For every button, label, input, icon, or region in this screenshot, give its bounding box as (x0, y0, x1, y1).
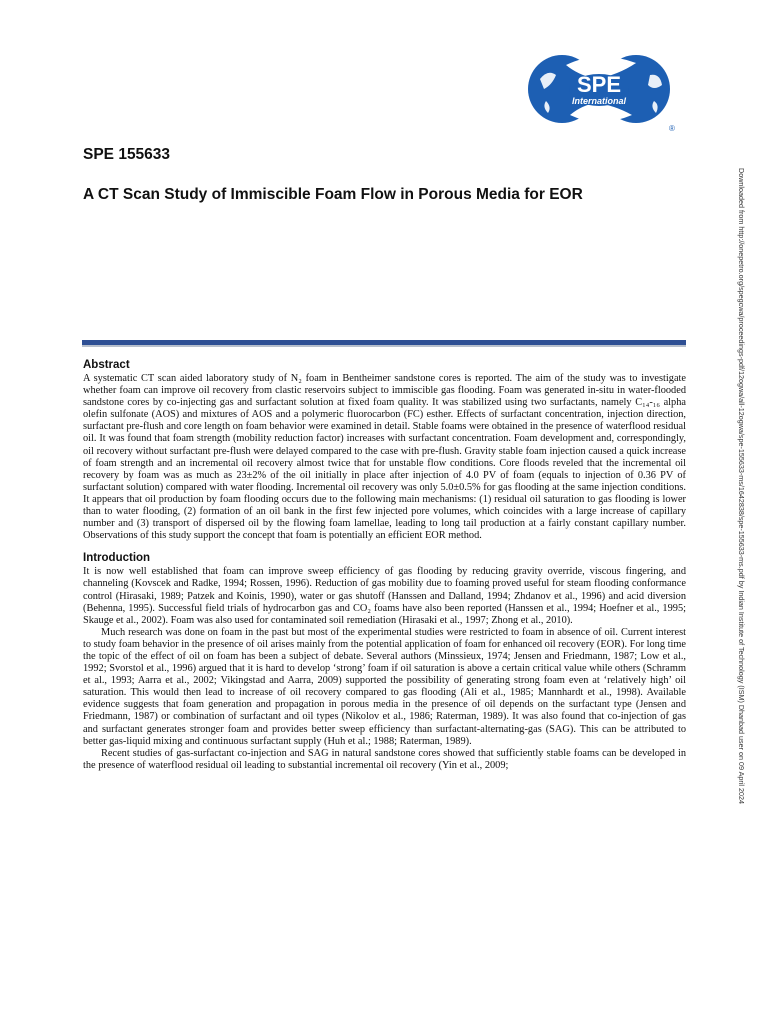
logo-registered-mark: ® (669, 124, 675, 133)
paper-title: A CT Scan Study of Immiscible Foam Flow in Porous Media for EOR (83, 186, 583, 203)
abstract-text: A systematic CT scan aided laboratory study of N₂ foam in Bentheimer sandstone cores is reported. The aim of the study was to investigate whether foam can improve oil recovery from clastic reservoirs subject to immiscible gas flooding. Foam was generated in-situ in water-flooded sandstone cores by co-injecting gas and surfactant solution at fixed foam quality. It was stabilized using two surfactants, namely C₁₄-₁₆ alpha olefin sulfonate (AOS) and mixtures of AOS and a polymeric fluorocarbon (FC) esther. Effects of surfactant concentration, injection direction, surfactant pre-flush and core length on foam behavior were examined in detail. Stable foams were obtained in the presence of waterflood residual oil. It was found that foam strength (mobility reduction factor) increases with surfactant concentration. Foam development and, correspondingly, oil recovery without surfactant pre-flush were delayed compared to the case with pre-flush. Gravity stable foam injection caused a quick increase of foam strength and an incremental oil recovery almost twice that for unstable flow conditions. Core floods reveled that the incremental oil recovery by foam was as much as 23±2% of the oil initially in place after injection of 4.0 PV of foam (equals to injection of 0.36 PV of surfactant solution) compared with water flooding. Incremental oil recovery was only 5.0±0.5% for gas flooding at the same injection conditions. It appears that oil production by foam flooding occurs due to the following main mechanisms: (1) residual oil saturation to gas flooding is lower than to water flooding, (2) formation of an oil bank in the first few injected pore volumes, which coincides with a large increase of capillary number and (3) transport of dispersed oil by the flowing foam lamellae, leading to long tail production at a fairly constant capillary number. Observations of this study support the concept that foam is potentially an efficient EOR method. (83, 373, 686, 542)
introduction-heading: Introduction (83, 552, 151, 565)
abstract-section (83, 358, 686, 542)
spe-international-logo (526, 45, 682, 135)
paper-id: SPE 155633 (83, 146, 171, 163)
intro-paragraph-2: Much research was done on foam in the past but most of the experimental studies were restricted to foam in absence of oil. Current interest to study foam behavior in the presence of oil arises mainly from the potential application of foam for enhanced oil recovery (EOR). For long time the topic of the effect of oil on foam has been a subject of debate. Several authors (Minssieux, 1974; Jensen and Friedmann, 1987; Low et al., 1992; Svorstol et al., 1996) argued that it is hard to develop ‘strong’ foam if oil saturation is above a certain critical value while others (Schramm et al., 1993; Aarra et al., 2002; Vikingstad and Aarra, 2009) supported the possibility of generating strong foam even at ‘relatively high’ oil saturation. This would then lead to increase of oil recovery compared to gas flooding (Ali et al., 1985; Mannhardt et al., 1998). Available evidence suggests that foam generation and propagation in porous media in the presence of oil depends on the surfactant type (Jensen and Friedmann, 1987) or combination of surfactant and oil types (Nikolov et al., 1986; Raterman, 1989). It was also found that co-injection of gas and surfactant generates stronger foam and provides better sweep efficiency than surfactant-alternating-gas (SAG). This can be attributed to better gas-liquid mixing and continuous surfactant supply (Huh et al.; 1988; Raterman, 1989). (83, 626, 686, 747)
intro-paragraph-3: Recent studies of gas-surfactant co-injection and SAG in natural sandstone cores showed that sufficiently stable foams can be developed in the presence of waterflood residual oil leading to substantial incremental oil recovery (Yin et al., 2009; (83, 747, 686, 771)
download-note: Downloaded from http://onepetro.org/spegcwa/proceedings-pdf/12ogwa/all-12ogwa/spe-155633-ms/1642838/spe-155633-ms.pdf by Indian Institute of Technology (ISM) Dhanbad user on 09 April 2024 (737, 168, 746, 804)
abstract-heading: Abstract (83, 359, 130, 371)
title-divider-shadow (82, 345, 686, 347)
intro-paragraph-1: It is now well established that foam can improve sweep efficiency of gas flooding by reducing gravity override, viscous fingering, and channeling (Kovscek and Radke, 1994; Rossen, 1996). Reduction of gas mobility due to foaming proved useful for steam flooding conformance control (Hirasaki, 1989; Patzek and Koinis, 1990), water or gas shutoff (Hanssen and Dalland, 1994; Zhdanov et al., 1996) and acid diversion (Behenna, 1995). Successful field trials of hydrocarbon gas and CO₂ foams have also been reported (Hanssen et al., 1994; Hoefner et al., 1995; Skauge et al., 2002). Foam was also used for contaminated soil remediation (Hirasaki et al., 1997; Zhong et al., 2010). (83, 566, 686, 626)
logo-spe-text: SPE (576, 72, 622, 97)
globe-logo-icon (526, 45, 682, 135)
paper-body (83, 358, 686, 772)
logo-international-text: International (571, 96, 627, 106)
introduction-section (83, 551, 686, 772)
